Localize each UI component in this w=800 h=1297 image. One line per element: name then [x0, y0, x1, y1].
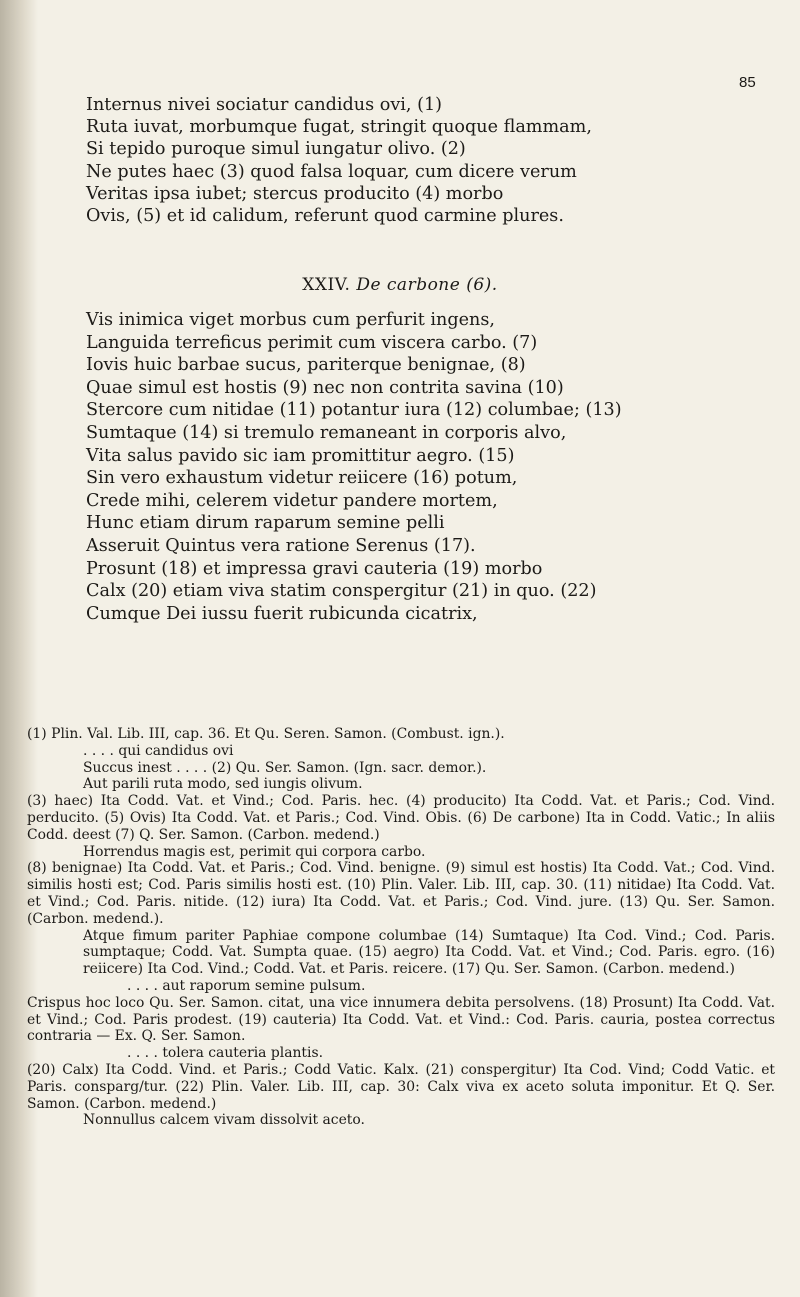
footnote-quote: Atque fimum pariter Paphiae compone columbae (14) Sumtaque) Ita Cod. Vind.; Cod. Paris. sumptaque; Codd. Vat. Sumpta quae. (15) aegro) Ita Codd. Vat. et Vind.; Cod. Paris. egro. (16) reiicere) Ita Cod. Vind.; Codd. Vat. et Paris. reicere. (17) Qu. Ser. Samon. (Carbon. medend.): [83, 927, 775, 978]
section-heading: [0, 275, 800, 295]
verse-line: Ovis, (5) et id calidum, referunt quod carmine plures.: [86, 206, 564, 227]
verse-line: Asseruit Quintus vera ratione Serenus (17).: [86, 535, 476, 556]
verse-line: Internus nivei sociatur candidus ovi, (1): [86, 95, 443, 115]
footnote: (8) benignae) Ita Codd. Vat. et Paris.; Cod. Vind. benigne. (9) simul est hostis) Ita Codd. Vat.; Cod. Vind. similis hosti est; Cod. Paris similis hosti est. (10) Plin. Valer. Lib. III, cap. 30. (11) nitidae) Ita Codd. Vat. et Vind.; Cod. Paris. nitide. (12) iura) Ita Codd. Vat. et Paris.; Cod. Vind. jure. (13) Qu. Ser. Samon. (Carbon. medend.).: [27, 860, 775, 927]
verse-line: Prosunt (18) et impressa gravi cauteria (19) morbo: [86, 558, 543, 579]
footnote-quote: Succus inest . . . . (2) Qu. Ser. Samon. (Ign. sacr. demor.).: [83, 759, 487, 776]
footnote-quote: Horrendus magis est, perimit qui corpora carbo.: [83, 843, 426, 860]
footnote: Crispus hoc loco Qu. Ser. Samon. citat, una vice innumera debita persolvens. (18) Prosunt) Ita Codd. Vat. et Vind.; Cod. Paris prodest. (19) cauteria) Ita Codd. Vat. et Vind.: Cod. Paris. cauria, postea correctus contraria — Ex. Q. Ser. Samon.: [27, 994, 775, 1045]
footnote-quote: . . . . qui candidus ovi: [83, 742, 234, 759]
verse-line: Vita salus pavido sic iam promittitur aegro. (15): [86, 445, 515, 466]
verse-line: Languida terreficus perimit cum viscera carbo. (7): [86, 332, 538, 353]
footnote-quote: . . . . aut raporum semine pulsum.: [127, 977, 366, 994]
page-number: 85: [739, 74, 756, 91]
footnote-quote: . . . . tolera cauteria plantis.: [127, 1045, 323, 1062]
verse-line: Si tepido puroque simul iungatur olivo. (2): [86, 139, 466, 160]
footnote-quote: Nonnullus calcem vivam dissolvit aceto.: [83, 1112, 365, 1129]
verse-line: Sin vero exhaustum videtur reiicere (16) potum,: [86, 468, 518, 489]
verse-line: Quae simul est hostis (9) nec non contrita savina (10): [86, 377, 564, 398]
verse-block-main: [86, 309, 776, 625]
verse-line: Calx (20) etiam viva statim conspergitur (21) in quo. (22): [86, 581, 597, 602]
verse-line: Veritas ipsa iubet; stercus producito (4) morbo: [86, 183, 504, 204]
footnote: (3) haec) Ita Codd. Vat. et Vind.; Cod. Paris. hec. (4) producito) Ita Codd. Vat. et Paris.; Cod. Vind. perducito. (5) Ovis) Ita Codd. Vat. et Paris.; Cod. Vind. Obis. (6) De carbone) Ita in Codd. Vatic.; In aliis Codd. deest (7) Q. Ser. Samon. (Carbon. medend.): [27, 793, 775, 843]
section-title: De carbone (6).: [356, 275, 498, 295]
verse-line: Ne putes haec (3) quod falsa loquar, cum dicere verum: [86, 161, 577, 182]
footnote: (1) Plin. Val. Lib. III, cap. 36. Et Qu. Seren. Samon. (Combust. ign.).: [27, 726, 505, 742]
verse-block-top: [86, 94, 776, 227]
verse-line: Cumque Dei iussu fuerit rubicunda cicatrix,: [86, 603, 478, 624]
verse-line: Sumtaque (14) si tremulo remaneant in corporis alvo,: [86, 422, 567, 443]
footnotes: [27, 726, 775, 1129]
footnote-quote: Aut parili ruta modo, sed iungis olivum.: [83, 776, 363, 793]
verse-line: Stercore cum nitidae (11) potantur iura (12) columbae; (13): [86, 400, 622, 421]
footnote: (20) Calx) Ita Codd. Vind. et Paris.; Codd Vatic. Kalx. (21) conspergitur) Ita Cod. Vind; Codd Vatic. et Paris. consparg/tur. (22) Plin. Valer. Lib. III, cap. 30: Calx viva ex aceto soluta imponitur. Et Q. Ser. Samon. (Carbon. medend.): [27, 1061, 775, 1112]
verse-line: Iovis huic barbae sucus, pariterque benignae, (8): [86, 355, 526, 376]
section-number: XXIV.: [302, 275, 351, 295]
verse-line: Vis inimica viget morbus cum perfurit ingens,: [86, 310, 495, 330]
verse-line: Hunc etiam dirum raparum semine pelli: [86, 513, 445, 534]
verse-line: Ruta iuvat, morbumque fugat, stringit quoque flammam,: [86, 117, 592, 138]
verse-line: Crede mihi, celerem videtur pandere mortem,: [86, 490, 498, 511]
